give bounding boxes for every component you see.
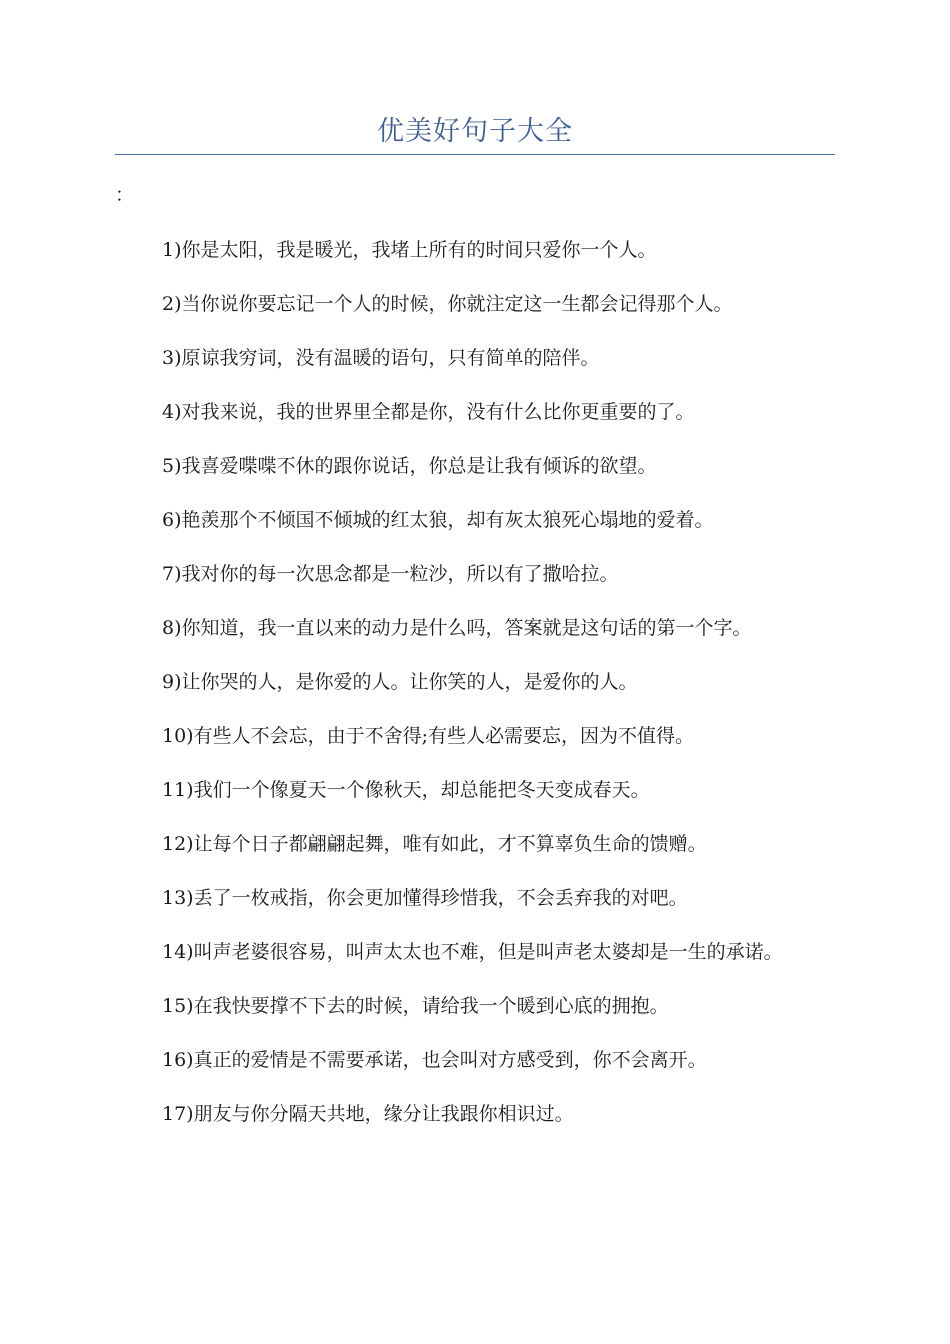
sentence-2: 2)当你说你要忘记一个人的时候，你就注定这一生都会记得那个人。	[162, 293, 733, 315]
sentence-12: 12)让每个日子都翩翩起舞，唯有如此，才不算辜负生命的馈赠。	[162, 833, 707, 855]
sentence-1: 1)你是太阳，我是暖光，我堵上所有的时间只爱你一个人。	[162, 239, 657, 261]
sentence-9: 9)让你哭的人，是你爱的人。让你笑的人，是爱你的人。	[162, 671, 638, 693]
sentence-list	[115, 232, 835, 1150]
sentence-15: 15)在我快要撑不下去的时候，请给我一个暖到心底的拥抱。	[162, 995, 669, 1017]
sentence-6: 6)艳羡那个不倾国不倾城的红太狼，却有灰太狼死心塌地的爱着。	[162, 509, 714, 531]
sentence-16: 16)真正的爱情是不需要承诺，也会叫对方感受到，你不会离开。	[162, 1049, 707, 1071]
title-underline	[115, 154, 835, 155]
sentence-17: 17)朋友与你分隔天共地，缘分让我跟你相识过。	[162, 1103, 574, 1125]
sentence-14: 14)叫声老婆很容易，叫声太太也不难，但是叫声老太婆却是一生的承诺。	[162, 941, 783, 963]
sentence-5: 5)我喜爱喋喋不休的跟你说话，你总是让我有倾诉的欲望。	[162, 455, 657, 477]
intro-text: ：	[115, 184, 135, 206]
sentence-7: 7)我对你的每一次思念都是一粒沙，所以有了撒哈拉。	[162, 563, 619, 585]
sentence-10: 10)有些人不会忘，由于不舍得;有些人必需要忘，因为不值得。	[162, 725, 694, 747]
sentence-4: 4)对我来说，我的世界里全都是你，没有什么比你更重要的了。	[162, 401, 695, 423]
sentence-11: 11)我们一个像夏天一个像秋天，却总能把冬天变成春天。	[162, 779, 650, 801]
sentence-13: 13)丢了一枚戒指，你会更加懂得珍惜我，不会丢弃我的对吧。	[162, 887, 688, 909]
page-title: 优美好句子大全	[377, 116, 573, 147]
sentence-8: 8)你知道，我一直以来的动力是什么吗，答案就是这句话的第一个字。	[162, 617, 752, 639]
sentence-3: 3)原谅我穷词，没有温暖的语句，只有简单的陪伴。	[162, 347, 600, 369]
